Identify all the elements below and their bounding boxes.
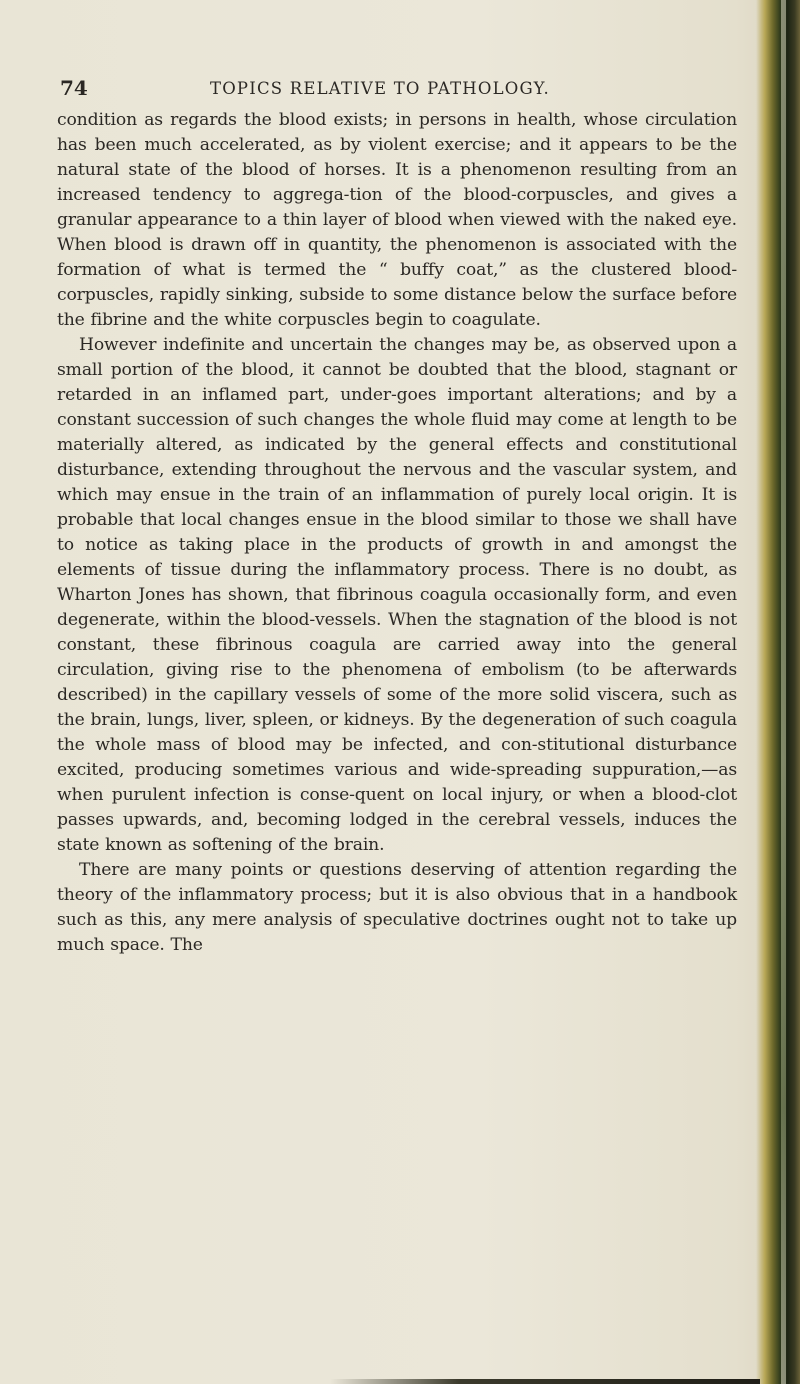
page-edge-highlight xyxy=(781,0,786,1384)
paragraph-2: However indefinite and uncertain the changes may be, as observed upon a small portion of the blood, it cannot be doubted that the blood, stagnant or retarded in an inflamed part, under-goes important alterations; and by a constant succession of such changes the whole fluid may come at length to be materially altered, as indicated by the general effects and constitutional disturbance, extending throughout the nervous and the vascular system, and which may ensue in the train of an inflammation of purely local origin. It is probable that local changes ensue in the blood similar to those we shall have to notice as taking place in the products of growth in and amongst the elements of tissue during the inflammatory process. There is no doubt, as Wharton Jones has shown, that fibrinous coagula occasionally form, and even degenerate, within the blood-vessels. When the stagnation of the blood is not constant, these fibrinous coagula are carried away into the general circulation, giving rise to the phenomena of embolism (to be afterwards described) in the capillary vessels of some of the more solid viscera, such as the brain, lungs, liver, spleen, or kidneys. By the degeneration of such coagula the whole mass of blood may be infected, and con-stitutional disturbance excited, producing sometimes various and wide-spreading suppuration,—as when purulent infection is conse-quent on local injury, or when a blood-clot passes upwards, and, becoming lodged in the cerebral vessels, induces the state known as softening of the brain. xyxy=(57,335,737,855)
paragraph-1: condition as regards the blood exists; in persons in health, whose circulation has been much accelerated, as by violent exercise; and it appears to be the natural state of the blood of horses. It is a phenomenon resulting from an increased tendency to aggrega-tion of the blood-corpuscles, and gives a granular appearance to a thin layer of blood when viewed with the naked eye. When blood is drawn off in quantity, the phenomenon is associated with the formation of what is termed the “ buffy coat,” as the clustered blood-corpuscles, rapidly sinking, subside to some distance below the surface before the fibrine and the white corpuscles begin to coagulate. xyxy=(57,110,737,330)
body-text xyxy=(57,108,737,958)
page-number: 74 xyxy=(60,76,88,100)
page-header xyxy=(60,76,760,100)
paragraph-3: There are many points or questions deserving of attention regarding the theory of the inflammatory process; but it is also obvious that in a handbook such as this, any mere analysis of speculative doctrines ought not to take up much space. The xyxy=(57,860,737,955)
running-title: TOPICS RELATIVE TO PATHOLOGY. xyxy=(210,79,550,98)
bottom-edge-shadow xyxy=(330,1379,760,1384)
page-edge-binding xyxy=(756,0,800,1384)
